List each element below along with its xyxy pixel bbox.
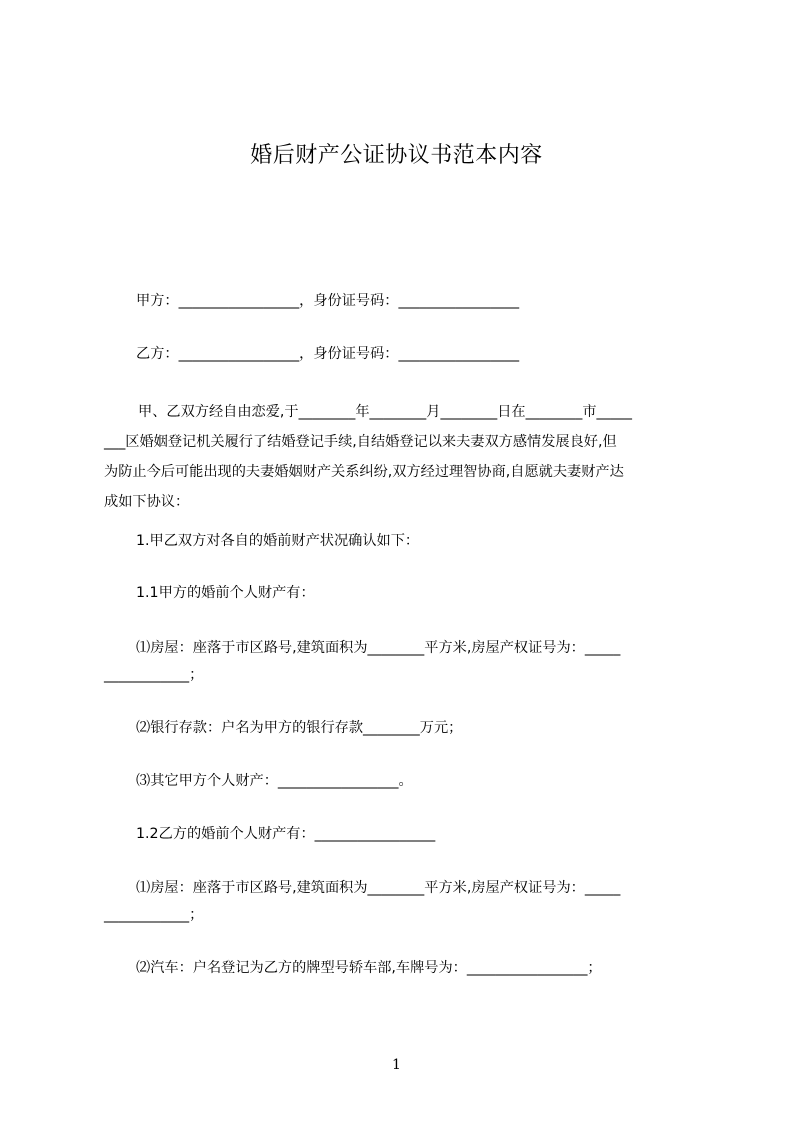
section-1-1-heading: 1.1甲方的婚前个人财产有： xyxy=(136,585,315,601)
intro-line: 成如下协议： xyxy=(104,494,190,510)
section-1-2-heading: 1.2乙方的婚前个人财产有：_________________ xyxy=(136,826,436,842)
section-1-heading: 1.甲乙双方对各自的婚前财产状况确认如下： xyxy=(136,533,420,549)
party-a-deposit-item: ⑵银行存款：户名为甲方的银行存款________万元； xyxy=(136,720,463,736)
party-a-line: 甲方：_________________，身份证号码：_________________ xyxy=(136,293,520,309)
party-a-other-property-item: ⑶其它甲方个人财产：_________________。 xyxy=(136,773,413,789)
party-a-house-item-continued: ____________； xyxy=(104,667,204,683)
page-number: 1 xyxy=(392,1057,401,1073)
party-b-car-item: ⑵汽车：户名登记为乙方的牌型号轿车部,车牌号为：_________________； xyxy=(136,960,602,976)
intro-paragraph xyxy=(104,397,704,517)
party-b-house-item: ⑴房屋：座落于市区路号,建筑面积为________平方米,房屋产权证号为：_____ xyxy=(136,880,621,896)
intro-line: 为防止今后可能出现的夫妻婚姻财产关系纠纷,双方经过理智协商,自愿就夫妻财产达 xyxy=(104,464,624,480)
party-a-house-item: ⑴房屋：座落于市区路号,建筑面积为________平方米,房屋产权证号为：_____ xyxy=(136,640,621,656)
party-b-line: 乙方：_________________，身份证号码：_________________ xyxy=(136,346,520,362)
party-b-house-item-continued: ____________； xyxy=(104,907,204,923)
intro-line: ___区婚姻登记机关履行了结婚登记手续,自结婚登记以来夫妻双方感情发展良好,但 xyxy=(104,434,617,450)
intro-line: 甲、乙双方经自由恋爱,于________年________月________日在________市_____ xyxy=(138,404,632,420)
document-title: 婚后财产公证协议书范本内容 xyxy=(250,143,543,168)
